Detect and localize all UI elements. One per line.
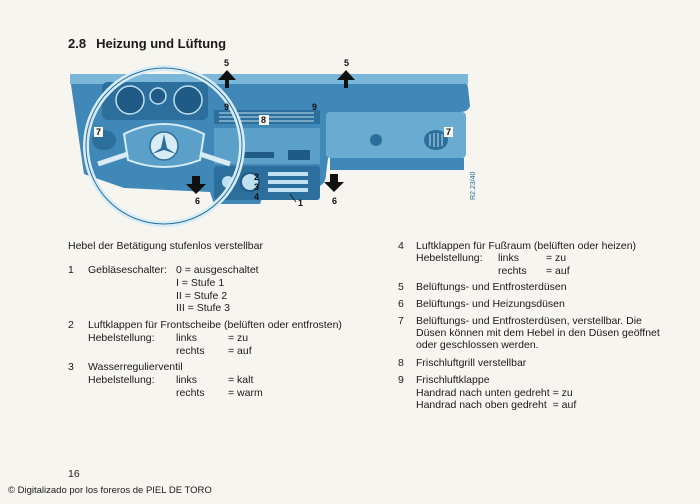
item-4-right: rechts (498, 265, 527, 277)
callout-3: 3 (254, 182, 260, 192)
item-2-right-value: = auf (228, 345, 252, 357)
section-number: 2.8 (68, 36, 87, 51)
callout-9-right: 9 (312, 102, 318, 112)
section-title: Heizung und Lüftung (96, 36, 227, 51)
callout-8: 8 (261, 115, 267, 125)
callout-7-left: 7 (96, 127, 102, 137)
item-2-lever: Hebelstellung: (88, 332, 155, 344)
caption: Hebel der Betätigung stufenlos verstellbar (68, 240, 263, 252)
item-1-option: 0 = ausgeschaltet (176, 264, 259, 276)
item-7-line: oder geschlossen werden. (416, 339, 539, 351)
item-6-label: Belüftungs- und Heizungsdüsen (416, 298, 565, 310)
item-1-option: I = Stufe 1 (176, 277, 225, 289)
item-5-label: Belüftungs- und Entfrosterdüsen (416, 281, 567, 293)
item-9-number: 9 (398, 374, 404, 386)
item-7-number: 7 (398, 315, 404, 327)
callout-4: 4 (254, 192, 260, 202)
item-4-right-value: = auf (546, 265, 570, 277)
tachometer (174, 86, 202, 114)
item-2-right: rechts (176, 345, 205, 357)
plate-id: R2.23/40 (470, 171, 477, 200)
section-heading (68, 36, 226, 51)
item-8-label: Frischluftgrill verstellbar (416, 357, 527, 369)
item-2-label: Luftklappen für Frontscheibe (belüften oder entfrosten) (88, 319, 342, 331)
item-9-label: Frischluftklappe (416, 374, 490, 386)
item-1-option: III = Stufe 3 (176, 302, 230, 314)
callout-7-right: 7 (446, 127, 452, 137)
callout-1: 1 (298, 198, 304, 208)
radio-slot (244, 152, 274, 158)
item-4-lever: Hebelstellung: (416, 252, 483, 264)
speedometer (116, 86, 144, 114)
arrow-down-icon (324, 174, 344, 192)
item-3-right: rechts (176, 387, 205, 399)
item-9-line: Handrad nach oben gedreht = auf (416, 399, 577, 411)
item-2-number: 2 (68, 319, 74, 331)
callout-6-left: 6 (195, 196, 201, 206)
page-number: 16 (68, 468, 80, 480)
item-2-left: links (176, 332, 198, 344)
item-4-number: 4 (398, 240, 404, 252)
item-5-number: 5 (398, 281, 404, 293)
item-8-number: 8 (398, 357, 404, 369)
item-3-left-value: = kalt (228, 374, 254, 386)
item-6-number: 6 (398, 298, 404, 310)
item-7-line: Düsen können mit dem Hebel in den Düsen geöffnet (416, 327, 660, 339)
item-1-option: II = Stufe 2 (176, 290, 228, 302)
radio-display (288, 150, 310, 160)
callout-5-left: 5 (224, 58, 230, 68)
glove-box-lock (370, 134, 382, 146)
item-1-number: 1 (68, 264, 74, 276)
item-1-label: Gebläseschalter: (88, 264, 167, 276)
callout-5-right: 5 (344, 58, 350, 68)
item-4-left: links (498, 252, 520, 264)
item-3-number: 3 (68, 361, 74, 373)
glove-box-lower (330, 158, 464, 170)
callout-9-left: 9 (224, 102, 230, 112)
item-4-left-value: = zu (546, 252, 567, 264)
callout-6-right: 6 (332, 196, 338, 206)
small-gauge (150, 88, 166, 104)
item-9-line: Handrad nach unten gedreht = zu (416, 387, 573, 399)
dashboard-illustration (64, 54, 484, 234)
heater-levers (268, 172, 308, 192)
item-4-label: Luftklappen für Fußraum (belüften oder heizen) (416, 240, 637, 252)
item-3-right-value: = warm (228, 387, 263, 399)
item-3-lever: Hebelstellung: (88, 374, 155, 386)
item-2-left-value: = zu (228, 332, 249, 344)
item-3-label: Wasserregulierventil (88, 361, 183, 373)
item-7-line: Belüftungs- und Entfrosterdüsen, verstellbar. Die (416, 315, 642, 327)
scan-credit: © Digitalizado por los foreros de PIEL DE TORO (8, 485, 212, 496)
callout-2: 2 (254, 172, 260, 182)
item-3-left: links (176, 374, 198, 386)
